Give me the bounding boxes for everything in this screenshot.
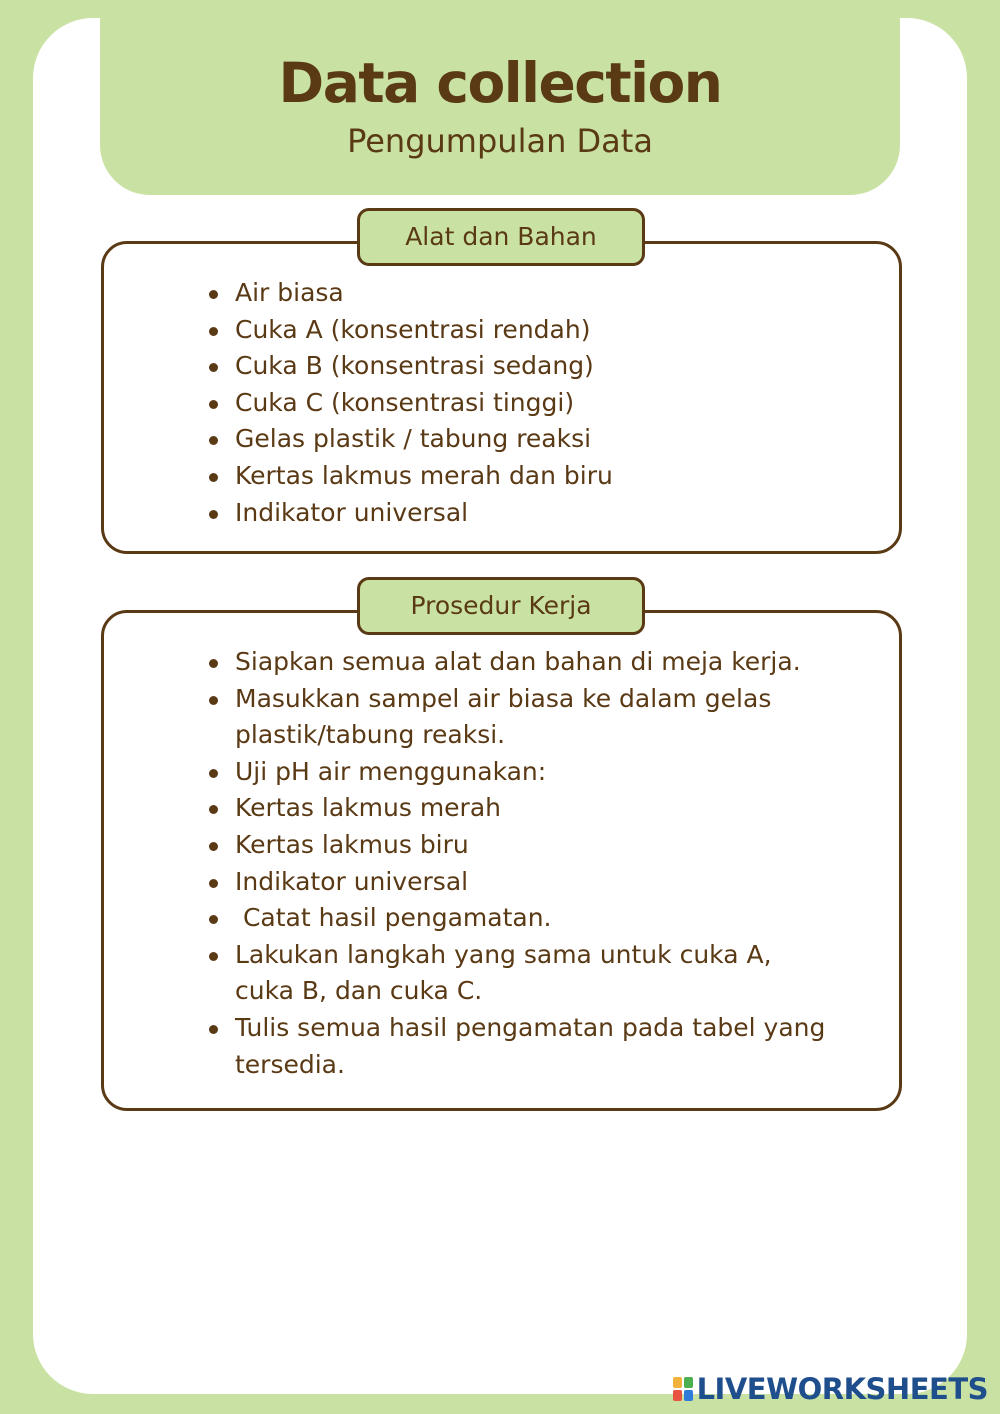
brand-name: LIVEWORKSHEETS [696,1372,988,1406]
list-item: Masukkan sampel air biasa ke dalam gelas plastik/tabung reaksi. [235,681,835,754]
list-item: Uji pH air menggunakan: [235,754,835,791]
materials-list [235,275,835,531]
list-item: Indikator universal [235,864,835,901]
list-item: Indikator universal [235,495,835,532]
list-item: Tulis semua hasil pengamatan pada tabel yang tersedia. [235,1010,835,1083]
page-title: Data collection [278,51,722,115]
liveworksheets-logo-icon [673,1377,693,1401]
liveworksheets-brand[interactable] [673,1372,988,1406]
materials-section-label: Alat dan Bahan [357,208,645,266]
list-item: Catat hasil pengamatan. [235,900,835,937]
page-subtitle: Pengumpulan Data [347,122,653,160]
procedure-list [235,644,835,1083]
list-item: Air biasa [235,275,835,312]
list-item: Kertas lakmus merah [235,790,835,827]
list-item: Kertas lakmus biru [235,827,835,864]
list-item: Siapkan semua alat dan bahan di meja kerja. [235,644,835,681]
list-item: Kertas lakmus merah dan biru [235,458,835,495]
list-item: Cuka B (konsentrasi sedang) [235,348,835,385]
list-item: Cuka A (konsentrasi rendah) [235,312,835,349]
list-item: Gelas plastik / tabung reaksi [235,421,835,458]
procedure-section-label: Prosedur Kerja [357,577,645,635]
list-item: Lakukan langkah yang sama untuk cuka A, cuka B, dan cuka C. [235,937,835,1010]
list-item: Cuka C (konsentrasi tinggi) [235,385,835,422]
